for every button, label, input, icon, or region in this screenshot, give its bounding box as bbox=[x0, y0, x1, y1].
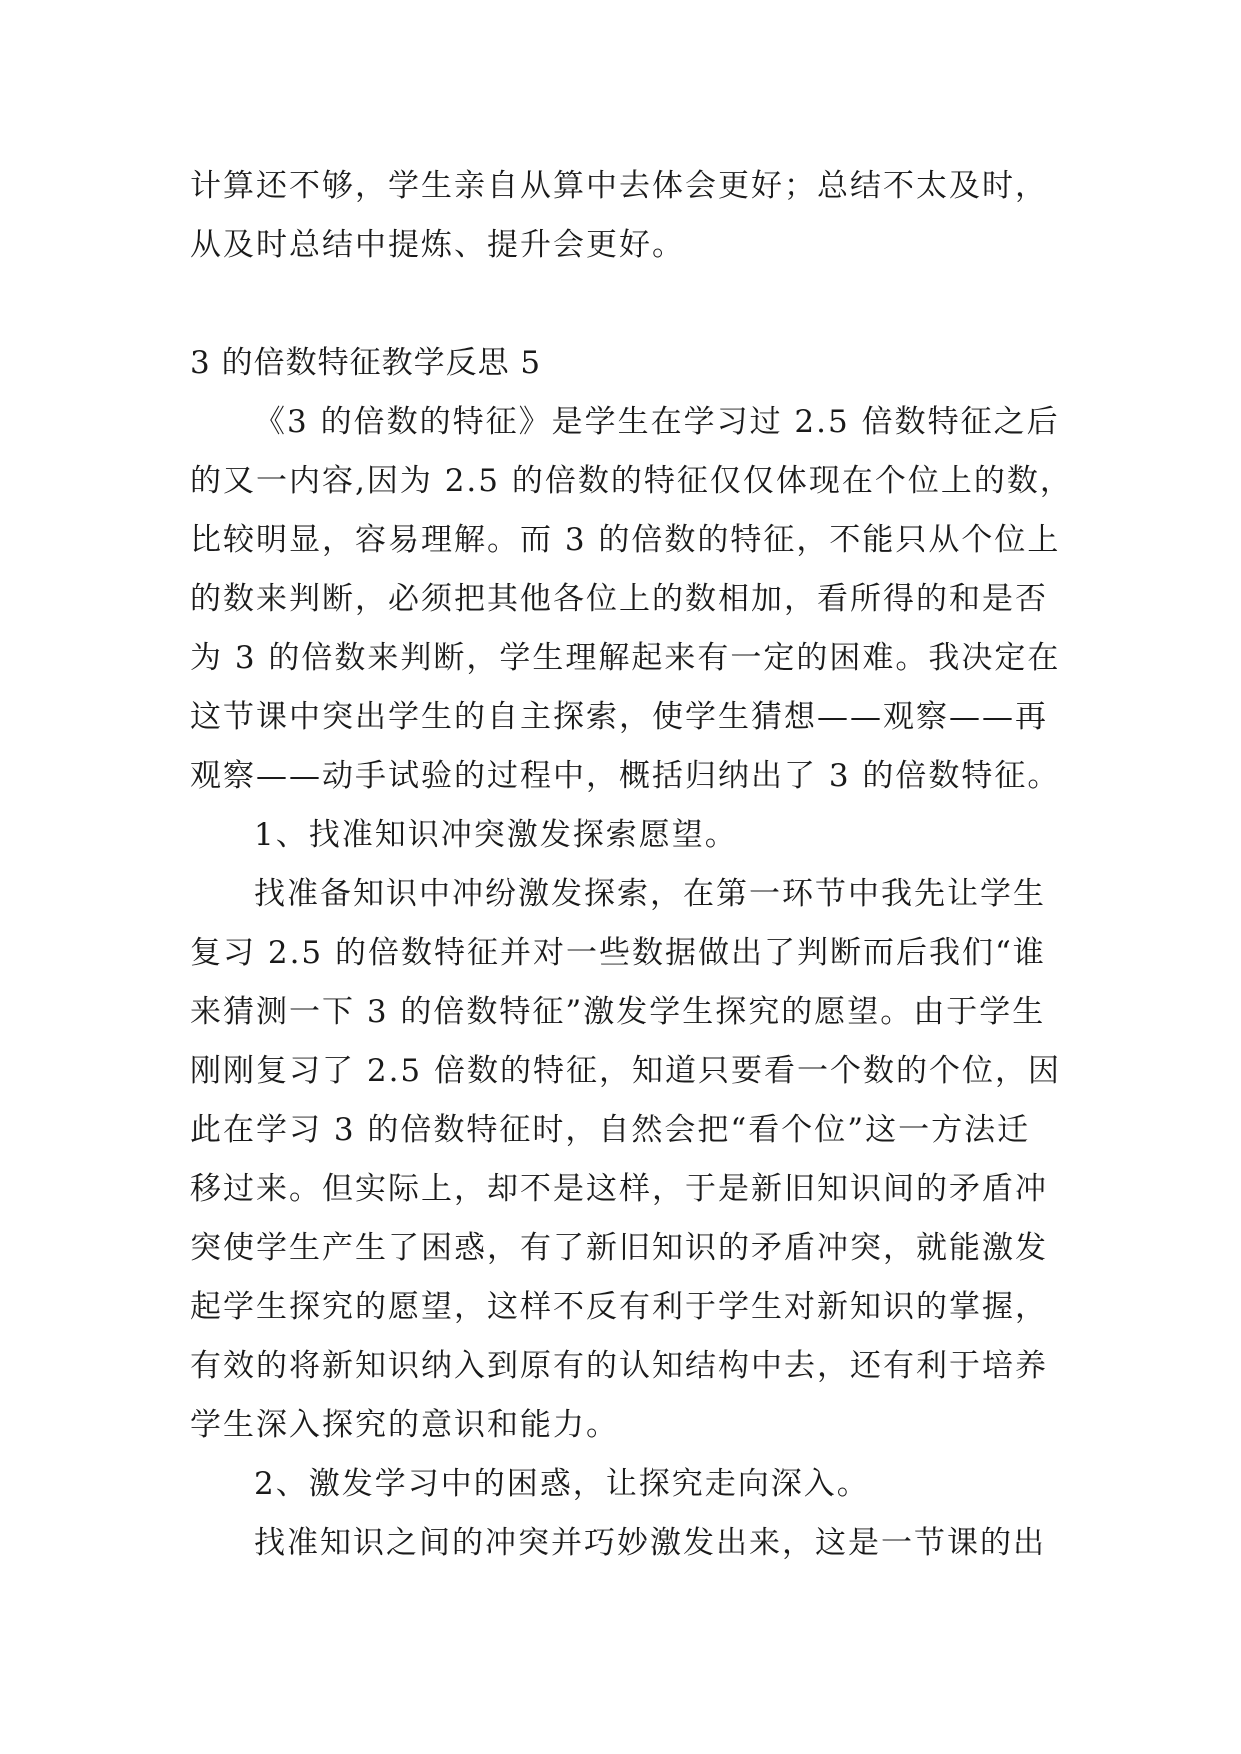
text-line: 计算还不够，学生亲自从算中去体会更好；总结不太及时， bbox=[190, 168, 1048, 204]
text-line: 找准知识之间的冲突并巧妙激发出来，这是一节课的出 bbox=[254, 1525, 1046, 1561]
text-line: 《3 的倍数的特征》是学生在学习过 2.5 倍数特征之后 bbox=[254, 404, 1060, 440]
text-line: 移过来。但实际上，却不是这样，于是新旧知识间的矛盾冲 bbox=[190, 1171, 1048, 1207]
text-line: 观察——动手试验的过程中，概括归纳出了 3 的倍数特征。 bbox=[190, 758, 1061, 794]
text-line: 有效的将新知识纳入到原有的认知结构中去，还有利于培养 bbox=[190, 1348, 1048, 1384]
text-line: 从及时总结中提炼、提升会更好。 bbox=[190, 227, 685, 263]
point-2-heading: 2、激发学习中的困惑，让探究走向深入。 bbox=[254, 1466, 870, 1502]
text-line: 复习 2.5 的倍数特征并对一些数据做出了判断而后我们“谁 bbox=[190, 935, 1046, 971]
text-line: 比较明显，容易理解。而 3 的倍数的特征，不能只从个位上 bbox=[190, 522, 1061, 558]
document-body bbox=[190, 157, 1073, 1573]
section-title: 3 的倍数特征教学反思 5 bbox=[190, 345, 542, 381]
text-line: 突使学生产生了困惑，有了新旧知识的矛盾冲突，就能激发 bbox=[190, 1230, 1048, 1266]
intro-paragraph bbox=[190, 157, 1060, 275]
text-line: 刚刚复习了 2.5 倍数的特征，知道只要看一个数的个位，因 bbox=[190, 1053, 1062, 1089]
text-line: 的又一内容,因为 2.5 的倍数的特征仅仅体现在个位上的数， bbox=[190, 463, 1073, 499]
point-1-heading: 1、找准知识冲突激发探索愿望。 bbox=[254, 817, 738, 853]
paragraph-1 bbox=[190, 393, 1073, 806]
paragraph-2 bbox=[190, 865, 1060, 1455]
text-line: 为 3 的倍数来判断，学生理解起来有一定的困难。我决定在 bbox=[190, 640, 1061, 676]
text-line: 学生深入探究的意识和能力。 bbox=[190, 1407, 619, 1443]
text-line: 这节课中突出学生的自主探索，使学生猜想——观察——再 bbox=[190, 699, 1048, 735]
text-line: 找准备知识中冲纷激发探索，在第一环节中我先让学生 bbox=[254, 876, 1046, 912]
paragraph-3 bbox=[190, 1514, 1060, 1573]
text-line: 起学生探究的愿望，这样不反有利于学生对新知识的掌握， bbox=[190, 1289, 1048, 1325]
text-line: 此在学习 3 的倍数特征时，自然会把“看个位”这一方法迁 bbox=[190, 1112, 1031, 1148]
text-line: 来猜测一下 3 的倍数特征”激发学生探究的愿望。由于学生 bbox=[190, 994, 1046, 1030]
text-line: 的数来判断，必须把其他各位上的数相加，看所得的和是否 bbox=[190, 581, 1048, 617]
